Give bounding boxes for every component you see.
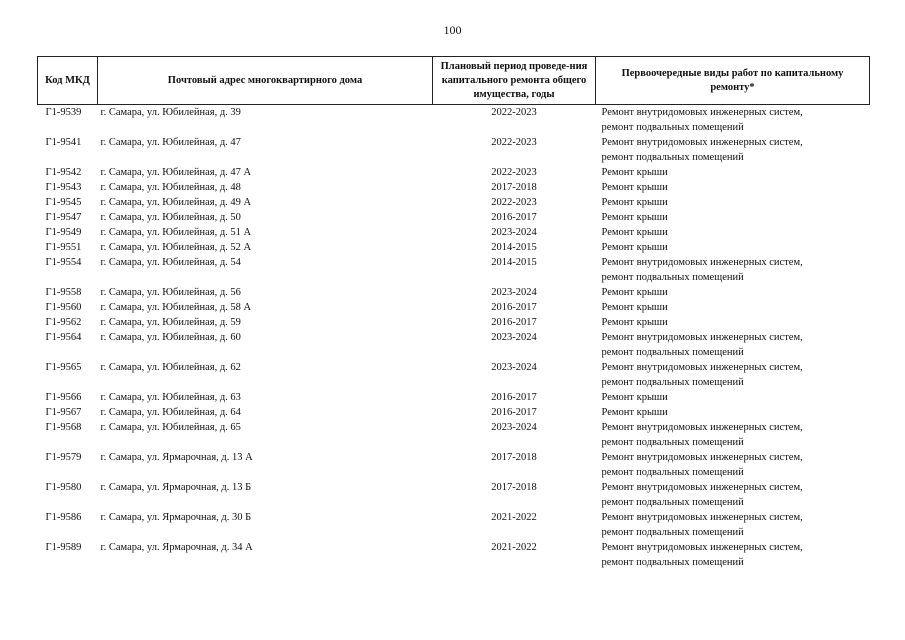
priority-works: [596, 135, 870, 165]
mkd-code: Г1-9545: [45, 197, 82, 208]
priority-works: [596, 105, 870, 136]
repair-period: 2017-2018: [491, 452, 537, 463]
table-body: [38, 105, 870, 571]
header-period: Плановый период проведе-ния капитального ремонта общего имущества, годы: [433, 57, 596, 105]
postal-address: г. Самара, ул. Юбилейная, д. 52 А: [100, 242, 252, 253]
postal-address: г. Самара, ул. Юбилейная, д. 60: [100, 332, 241, 343]
repair-period: 2023-2024: [491, 422, 537, 433]
repair-period: 2016-2017: [491, 212, 537, 223]
table-row: [38, 225, 870, 240]
priority-works: [596, 450, 870, 480]
postal-address: г. Самара, ул. Юбилейная, д. 59: [100, 317, 241, 328]
repair-period: 2023-2024: [491, 287, 537, 298]
table-row: [38, 105, 870, 136]
postal-address: г. Самара, ул. Юбилейная, д. 58 А: [100, 302, 252, 313]
priority-works: [596, 510, 870, 540]
table-row: [38, 540, 870, 570]
works-line: Ремонт внутридомовых инженерных систем,: [601, 362, 803, 373]
repair-period: 2023-2024: [491, 332, 537, 343]
priority-works: [596, 225, 870, 240]
priority-works: [596, 330, 870, 360]
works-line: ремонт подвальных помещений: [601, 122, 744, 133]
table-row: [38, 180, 870, 195]
repair-period: 2021-2022: [491, 542, 537, 553]
works-line: ремонт подвальных помещений: [601, 437, 744, 448]
priority-works: [596, 300, 870, 315]
works-line: Ремонт крыши: [601, 167, 668, 178]
works-line: Ремонт внутридомовых инженерных систем,: [601, 482, 803, 493]
works-line: Ремонт крыши: [601, 197, 668, 208]
mkd-code: Г1-9549: [45, 227, 82, 238]
postal-address: г. Самара, ул. Юбилейная, д. 39: [100, 107, 241, 118]
postal-address: г. Самара, ул. Юбилейная, д. 54: [100, 257, 241, 268]
repair-period: 2016-2017: [491, 392, 537, 403]
table-row: [38, 165, 870, 180]
table-row: [38, 210, 870, 225]
repair-period: 2022-2023: [491, 197, 537, 208]
priority-works: [596, 210, 870, 225]
mkd-code: Г1-9542: [45, 167, 82, 178]
header-works: Первоочередные виды работ по капитальному ремонту*: [596, 57, 870, 105]
repair-period: 2022-2023: [491, 137, 537, 148]
priority-works: [596, 480, 870, 510]
works-line: Ремонт крыши: [601, 182, 668, 193]
repair-schedule-table: [37, 56, 870, 570]
postal-address: г. Самара, ул. Юбилейная, д. 62: [100, 362, 241, 373]
works-line: Ремонт крыши: [601, 227, 668, 238]
mkd-code: Г1-9551: [45, 242, 82, 253]
mkd-code: Г1-9586: [45, 512, 82, 523]
postal-address: г. Самара, ул. Юбилейная, д. 47: [100, 137, 241, 148]
table-row: [38, 480, 870, 510]
mkd-code: Г1-9580: [45, 482, 82, 493]
table-row: [38, 450, 870, 480]
works-line: Ремонт внутридомовых инженерных систем,: [601, 422, 803, 433]
priority-works: [596, 315, 870, 330]
mkd-code: Г1-9560: [45, 302, 82, 313]
priority-works: [596, 420, 870, 450]
priority-works: [596, 360, 870, 390]
works-line: Ремонт внутридомовых инженерных систем,: [601, 332, 803, 343]
postal-address: г. Самара, ул. Ярмарочная, д. 13 А: [100, 452, 253, 463]
table-row: [38, 330, 870, 360]
works-line: Ремонт крыши: [601, 407, 668, 418]
priority-works: [596, 165, 870, 180]
repair-period: 2014-2015: [491, 257, 537, 268]
works-line: Ремонт внутридомовых инженерных систем,: [601, 452, 803, 463]
works-line: ремонт подвальных помещений: [601, 377, 744, 388]
priority-works: [596, 255, 870, 285]
mkd-code: Г1-9547: [45, 212, 82, 223]
repair-period: 2017-2018: [491, 182, 537, 193]
repair-period: 2016-2017: [491, 407, 537, 418]
works-line: Ремонт крыши: [601, 287, 668, 298]
works-line: ремонт подвальных помещений: [601, 557, 744, 568]
postal-address: г. Самара, ул. Юбилейная, д. 65: [100, 422, 241, 433]
repair-period: 2016-2017: [491, 317, 537, 328]
works-line: ремонт подвальных помещений: [601, 347, 744, 358]
priority-works: [596, 180, 870, 195]
postal-address: г. Самара, ул. Юбилейная, д. 50: [100, 212, 241, 223]
mkd-code: Г1-9539: [45, 107, 82, 118]
repair-period: 2022-2023: [491, 107, 537, 118]
table-row: [38, 135, 870, 165]
postal-address: г. Самара, ул. Юбилейная, д. 47 А: [100, 167, 252, 178]
mkd-code: Г1-9565: [45, 362, 82, 373]
mkd-code: Г1-9541: [45, 137, 82, 148]
table-row: [38, 405, 870, 420]
priority-works: [596, 285, 870, 300]
works-line: Ремонт крыши: [601, 302, 668, 313]
repair-period: 2023-2024: [491, 362, 537, 373]
repair-period: 2016-2017: [491, 302, 537, 313]
postal-address: г. Самара, ул. Юбилейная, д. 49 А: [100, 197, 252, 208]
repair-period: 2023-2024: [491, 227, 537, 238]
works-line: Ремонт крыши: [601, 317, 668, 328]
works-line: Ремонт крыши: [601, 392, 668, 403]
priority-works: [596, 540, 870, 570]
table-row: [38, 360, 870, 390]
postal-address: г. Самара, ул. Юбилейная, д. 64: [100, 407, 241, 418]
table-row: [38, 195, 870, 210]
header-row: [38, 57, 870, 105]
works-line: Ремонт внутридомовых инженерных систем,: [601, 542, 803, 553]
priority-works: [596, 195, 870, 210]
postal-address: г. Самара, ул. Ярмарочная, д. 34 А: [100, 542, 253, 553]
works-line: Ремонт крыши: [601, 242, 668, 253]
mkd-code: Г1-9579: [45, 452, 82, 463]
priority-works: [596, 240, 870, 255]
repair-period: 2014-2015: [491, 242, 537, 253]
postal-address: г. Самара, ул. Юбилейная, д. 63: [100, 392, 241, 403]
works-line: Ремонт внутридомовых инженерных систем,: [601, 512, 803, 523]
mkd-code: Г1-9558: [45, 287, 82, 298]
table-row: [38, 420, 870, 450]
mkd-code: Г1-9567: [45, 407, 82, 418]
works-line: Ремонт внутридомовых инженерных систем,: [601, 257, 803, 268]
mkd-code: Г1-9562: [45, 317, 82, 328]
table-row: [38, 240, 870, 255]
page-number: 100: [443, 23, 462, 37]
priority-works: [596, 390, 870, 405]
works-line: ремонт подвальных помещений: [601, 467, 744, 478]
table-header: [38, 57, 870, 105]
works-line: Ремонт внутридомовых инженерных систем,: [601, 137, 803, 148]
works-line: ремонт подвальных помещений: [601, 152, 744, 163]
mkd-code: Г1-9554: [45, 257, 82, 268]
mkd-code: Г1-9543: [45, 182, 82, 193]
works-line: ремонт подвальных помещений: [601, 527, 744, 538]
header-address: Почтовый адрес многоквартирного дома: [98, 57, 433, 105]
table-row: [38, 390, 870, 405]
repair-period: 2022-2023: [491, 167, 537, 178]
table-row: [38, 300, 870, 315]
table-row: [38, 510, 870, 540]
mkd-code: Г1-9568: [45, 422, 82, 433]
works-line: ремонт подвальных помещений: [601, 272, 744, 283]
works-line: Ремонт крыши: [601, 212, 668, 223]
works-line: Ремонт внутридомовых инженерных систем,: [601, 107, 803, 118]
repair-period: 2021-2022: [491, 512, 537, 523]
table-row: [38, 255, 870, 285]
mkd-code: Г1-9564: [45, 332, 82, 343]
table-row: [38, 285, 870, 300]
postal-address: г. Самара, ул. Юбилейная, д. 56: [100, 287, 241, 298]
header-code: Код МКД: [38, 57, 98, 105]
postal-address: г. Самара, ул. Юбилейная, д. 51 А: [100, 227, 252, 238]
postal-address: г. Самара, ул. Ярмарочная, д. 13 Б: [100, 482, 252, 493]
table-row: [38, 315, 870, 330]
mkd-code: Г1-9589: [45, 542, 82, 553]
priority-works: [596, 405, 870, 420]
postal-address: г. Самара, ул. Юбилейная, д. 48: [100, 182, 241, 193]
mkd-code: Г1-9566: [45, 392, 82, 403]
postal-address: г. Самара, ул. Ярмарочная, д. 30 Б: [100, 512, 252, 523]
repair-period: 2017-2018: [491, 482, 537, 493]
works-line: ремонт подвальных помещений: [601, 497, 744, 508]
